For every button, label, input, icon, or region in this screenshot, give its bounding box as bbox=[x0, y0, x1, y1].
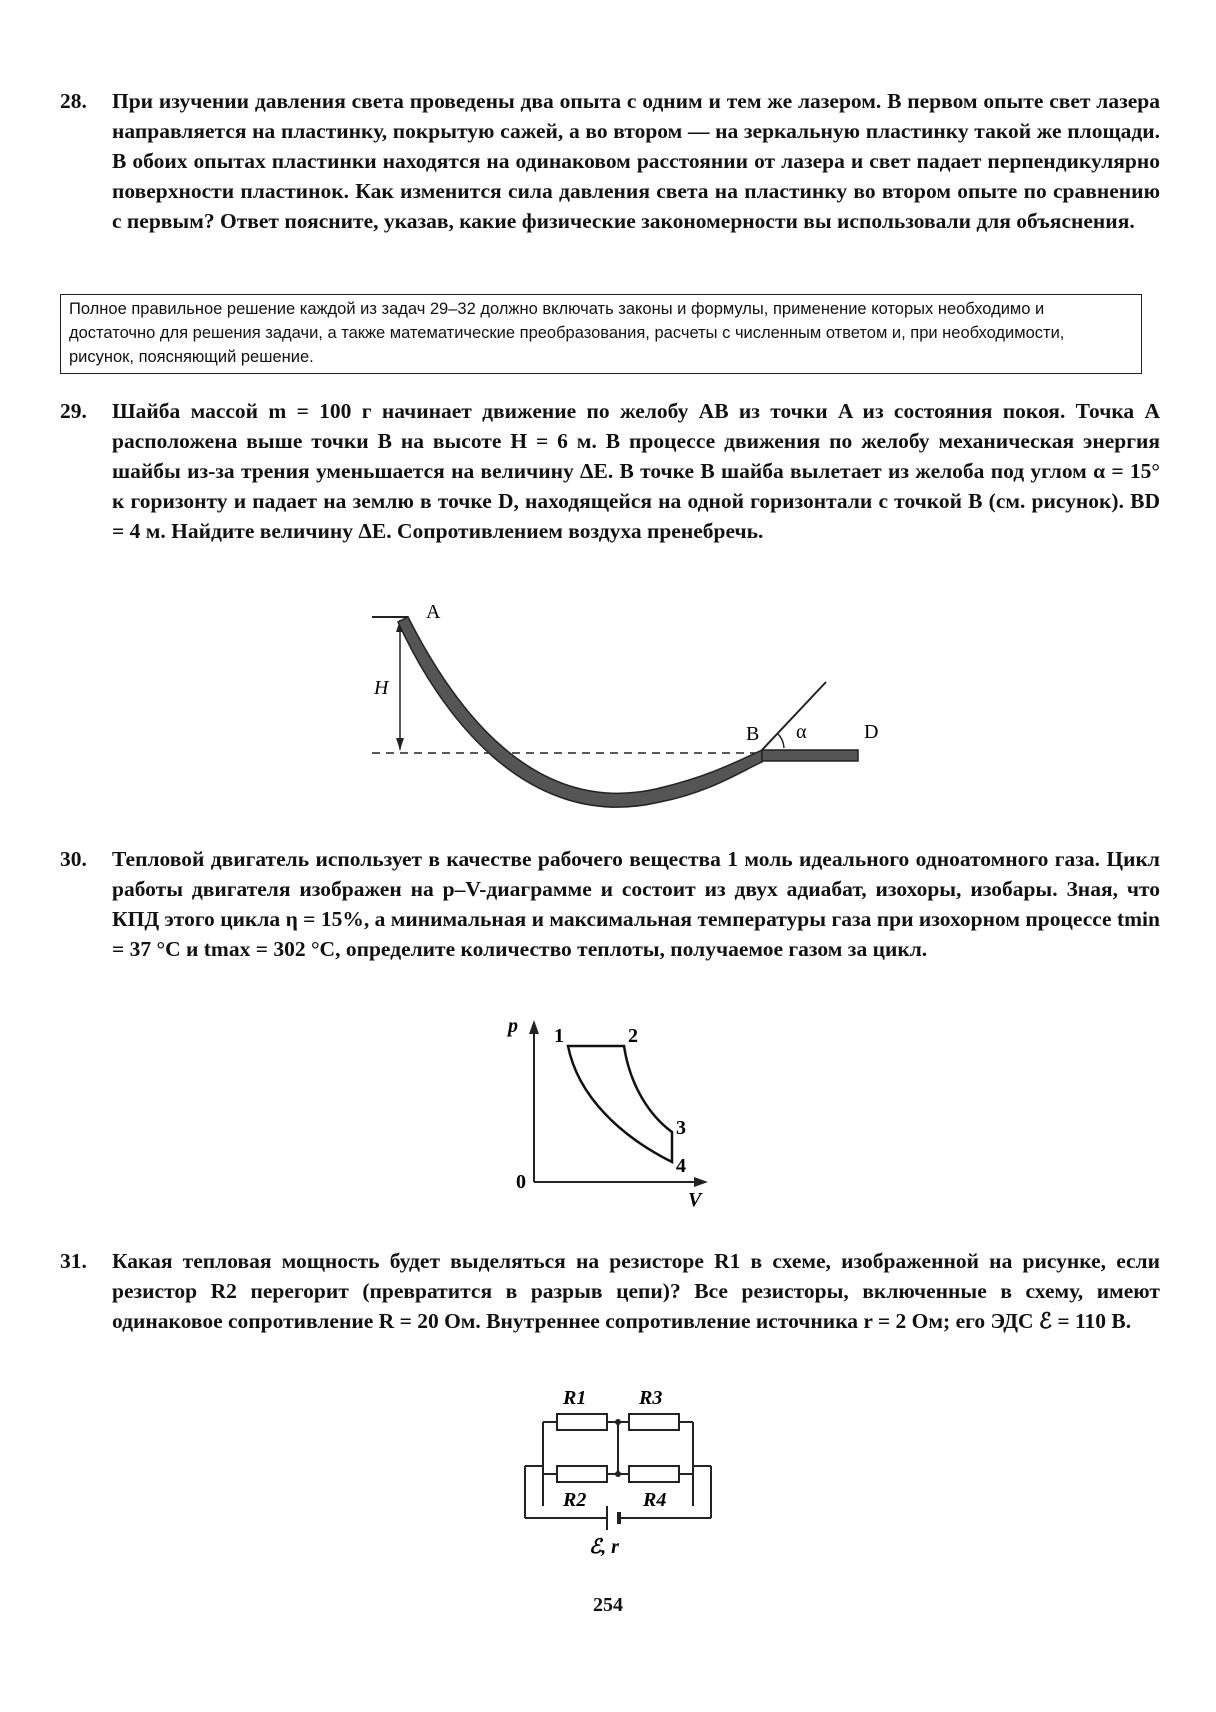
label-source: ℰ, r bbox=[589, 1536, 619, 1558]
point-4-label: 4 bbox=[676, 1155, 686, 1177]
launch-direction-line bbox=[762, 682, 826, 750]
notice-text: Полное правильное решение каждой из задач 29–32 должно включать законы и формулы, применение которых необходимо и достаточно для решения задачи, а также математические преобразования, расчеты с численным ответом и, при необходимости, рисунок, поясняющий решение. bbox=[69, 300, 1065, 366]
page-number: 254 bbox=[593, 1594, 623, 1616]
problem-number: 29. bbox=[60, 399, 87, 423]
problem-28 bbox=[60, 86, 1160, 236]
chute-figure bbox=[360, 590, 910, 820]
problem-29 bbox=[60, 396, 1160, 546]
problem-text: Тепловой двигатель использует в качестве рабочего вещества 1 моль идеального одноатомного газа. Цикл работы двигателя изображен на p–V-диаграмме и состоит из двух адиабат, изохоры, изобары. Зная, что КПД этого цикла η = 15%, а минимальная и максимальная температуры газа при изохорном процессе tmin = 37 °C и tmax = 302 °C, определите количество теплоты, получаемое газом за цикл. bbox=[112, 847, 1160, 961]
solution-requirements-notice bbox=[60, 294, 1142, 374]
v-axis-arrow bbox=[694, 1177, 708, 1187]
point-2-label: 2 bbox=[628, 1025, 638, 1047]
label-a: A bbox=[426, 601, 441, 623]
ground-bd bbox=[762, 750, 858, 761]
resistor-r1 bbox=[557, 1414, 607, 1430]
problem-31 bbox=[60, 1246, 1160, 1336]
resistor-r3 bbox=[629, 1414, 679, 1430]
problem-number: 28. bbox=[60, 89, 87, 113]
axis-v-label: V bbox=[688, 1189, 702, 1211]
arrow-head-bottom bbox=[396, 738, 404, 750]
problem-text: Шайба массой m = 100 г начинает движение по желобу AB из точки A из состояния покоя. Точка A расположена выше точки B на высоте H = 6 м. В процессе движения по желобу механическая энергия шайбы из-за трения уменьшается на величину ΔE. В точке B шайба вылетает из желоба под углом α = 15° к горизонту и падает на землю в точке D, находящейся на одной горизонтали с точкой B (см. рисунок). BD = 4 м. Найдите величину ΔE. Сопротивлением воздуха пренебречь. bbox=[112, 399, 1160, 543]
junction-dot bbox=[615, 1419, 621, 1425]
resistor-r4 bbox=[629, 1466, 679, 1482]
label-r4: R4 bbox=[643, 1489, 667, 1511]
cycle-path bbox=[568, 1046, 672, 1162]
junction-dot bbox=[615, 1471, 621, 1477]
p-axis-arrow bbox=[529, 1020, 539, 1034]
label-b: B bbox=[746, 723, 760, 745]
problem-30 bbox=[60, 844, 1160, 964]
label-r2: R2 bbox=[563, 1489, 587, 1511]
problem-number: 30. bbox=[60, 847, 87, 871]
point-1-label: 1 bbox=[554, 1025, 564, 1047]
problem-number: 31. bbox=[60, 1249, 87, 1273]
origin-label: 0 bbox=[516, 1171, 526, 1193]
axis-p-label: p bbox=[508, 1016, 518, 1037]
label-d: D bbox=[864, 721, 879, 743]
label-r1: R1 bbox=[563, 1387, 587, 1409]
problem-text: При изучении давления света проведены два опыта с одним и тем же лазером. В первом опыте свет лазера направляется на пластинку, покрытую сажей, а во втором — на зеркальную пластинку такой же площади. В обоих опытах пластинки находятся на одинаковом расстоянии от лазера и свет падает перпендикулярно поверхности пластинок. Как изменится сила давления света на пластинку во втором опыте по сравнению с первым? Ответ поясните, указав, какие физические закономерности вы использовали для объяснения. bbox=[112, 89, 1160, 233]
chute-ab bbox=[398, 617, 762, 807]
resistor-r2 bbox=[557, 1466, 607, 1482]
problem-text: Какая тепловая мощность будет выделяться на резисторе R1 в схеме, изображенной на рисунке, если резистор R2 перегорит (превратится в разрыв цепи)? Все резисторы, включенные в схему, имеют одинаковое сопротивление R = 20 Ом. Внутреннее сопротивление источника r = 2 Ом; его ЭДС ℰ = 110 В. bbox=[112, 1249, 1160, 1333]
label-r3: R3 bbox=[639, 1387, 663, 1409]
label-h: H bbox=[374, 677, 389, 699]
point-3-label: 3 bbox=[676, 1117, 686, 1139]
pv-diagram bbox=[500, 1016, 720, 1218]
circuit-diagram bbox=[505, 1368, 725, 1558]
angle-arc bbox=[777, 733, 784, 748]
label-alpha: α bbox=[796, 721, 807, 743]
